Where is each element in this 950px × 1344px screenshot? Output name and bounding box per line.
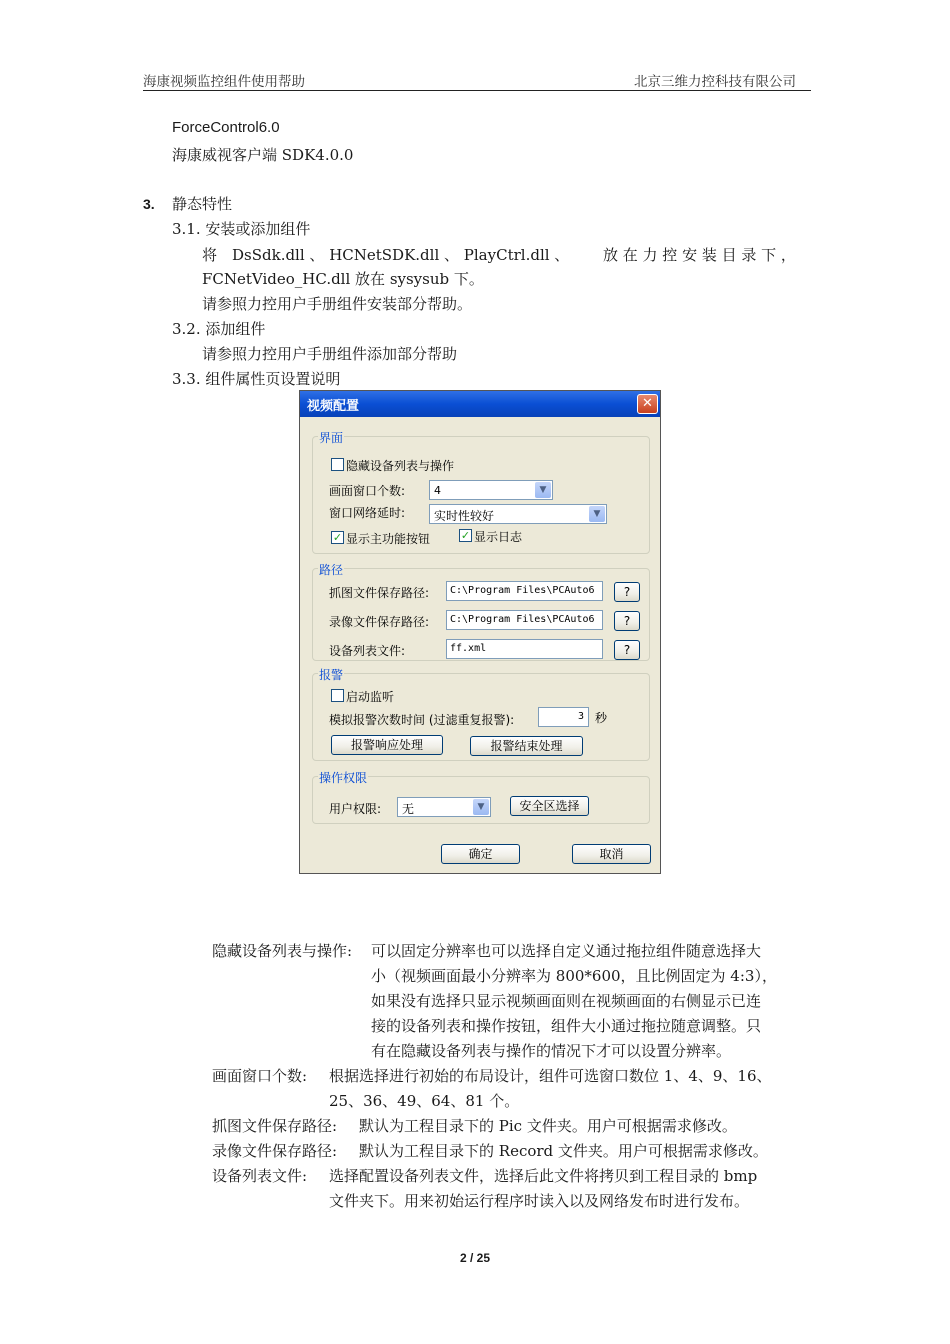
alarm-group-label: 报警 [319,668,344,682]
desc-dev-l2: 文件夹下。用来初始运行程序时读入以及网络发布时进行发布。 [329,1192,750,1210]
desc-hide-l1: 可以固定分辨率也可以选择自定义通过拖拉组件随意选择大 [371,942,762,960]
version-forcecontrol: ForceControl6.0 [172,119,280,136]
delay-value: 实时性较好 [434,509,495,523]
desc-hide-l4: 接的设备列表和操作按钮，组件大小通过拖拉随意调整。只 [371,1017,762,1035]
subsection-3-2-title: 3.2. 添加组件 [172,320,266,338]
alarm-response-button[interactable]: 报警响应处理 [331,735,443,755]
ok-button[interactable]: 确定 [441,844,520,864]
chevron-down-icon[interactable]: ▼ [589,506,605,522]
add-line1: 请参照力控用户手册组件添加部分帮助 [202,345,458,363]
subsection-3-3-title: 3.3. 组件属性页设置说明 [172,370,341,388]
cancel-button[interactable]: 取消 [572,844,651,864]
ui-group-label: 界面 [319,431,344,445]
show-log-label: 显示日志 [474,530,523,544]
security-zone-button[interactable]: 安全区选择 [510,796,589,816]
sim-alarm-input[interactable] [538,707,589,727]
install-line3: 请参照力控用户手册组件安装部分帮助。 [202,295,473,313]
close-icon[interactable]: ✕ [637,394,658,414]
section-number: 3. [143,196,155,212]
capture-path-label: 抓图文件保存路径: [329,586,430,600]
sim-alarm-label: 模拟报警次数时间 (过滤重复报警): [329,713,515,727]
sim-alarm-value: 3 [577,711,584,722]
record-browse-button[interactable]: ? [614,611,640,631]
dialog-title: 视频配置 [307,399,360,414]
chevron-down-icon[interactable]: ▼ [535,482,551,498]
start-monitor-checkbox[interactable] [331,689,344,702]
delay-label: 窗口网络延时: [329,506,406,520]
record-path-label: 录像文件保存路径: [329,615,430,629]
dialog-titlebar[interactable] [300,391,660,417]
install-line2: FCNetVideo_HC.dll 放在 sysysub 下。 [202,270,484,288]
desc-hide-l3: 如果没有选择只显示视频画面则在视频画面的右侧显示已连 [371,992,762,1010]
permission-group-label: 操作权限 [319,771,368,785]
show-buttons-label: 显示主功能按钮 [346,532,431,546]
install-line1-b: 放 在 力 控 安 装 目 录 下 ， [603,246,796,264]
capture-path-value: C:\Program Files\PCAuto6 [450,585,595,596]
user-permission-select[interactable] [397,797,491,817]
window-count-value: 4 [434,484,441,497]
chevron-down-icon[interactable]: ▼ [473,799,489,815]
capture-browse-button[interactable]: ? [614,582,640,602]
desc-hide-l5: 有在隐藏设备列表与操作的情况下才可以设置分辨率。 [371,1042,732,1060]
hide-list-checkbox[interactable] [331,458,344,471]
desc-hide-l2: 小（视频画面最小分辨率为 800*600，且比例固定为 4:3）， [371,967,777,985]
desc-rec-l1: 默认为工程目录下的 Record 文件夹。用户可根据需求修改。 [359,1142,768,1160]
doc-header-company: 北京三维力控科技有限公司 [634,74,796,90]
devlist-input[interactable] [446,639,603,659]
subsection-3-1-title: 3.1. 安装或添加组件 [172,220,311,238]
doc-header-title: 海康视频监控组件使用帮助 [143,74,305,90]
show-buttons-checkbox[interactable]: ✓ [332,531,343,544]
start-monitor-label: 启动监听 [346,690,395,704]
page-number: 2 / 25 [460,1251,491,1265]
window-count-select[interactable] [429,480,553,500]
capture-path-input[interactable] [446,581,603,601]
record-path-input[interactable] [446,610,603,630]
devlist-value: ff.xml [450,643,487,654]
desc-hide-term: 隐藏设备列表与操作: [212,942,353,960]
record-path-value: C:\Program Files\PCAuto6 [450,614,595,625]
desc-win-term: 画面窗口个数: [212,1067,308,1085]
show-log-checkbox[interactable]: ✓ [460,529,471,542]
desc-cap-term: 抓图文件保存路径: [212,1117,338,1135]
install-line1-a: 将 DsSdk.dll 、 HCNetSDK.dll 、 PlayCtrl.dll 、 [202,246,570,264]
hide-list-label: 隐藏设备列表与操作 [346,459,455,473]
desc-dev-term: 设备列表文件: [212,1167,308,1185]
version-sdk: 海康威视客户端 SDK4.0.0 [172,146,354,164]
header-rule [143,90,811,91]
user-permission-label: 用户权限: [329,802,382,816]
devlist-browse-button[interactable]: ? [614,640,640,660]
sim-alarm-unit: 秒 [595,711,608,725]
desc-win-l2: 25、36、49、64、81 个。 [329,1092,520,1110]
alarm-end-button[interactable]: 报警结束处理 [470,736,583,756]
devlist-label: 设备列表文件: [329,644,406,658]
window-count-label: 画面窗口个数: [329,484,406,498]
delay-select[interactable] [429,504,607,524]
desc-cap-l1: 默认为工程目录下的 Pic 文件夹。用户可根据需求修改。 [359,1117,737,1135]
path-group-label: 路径 [319,563,344,577]
desc-rec-term: 录像文件保存路径: [212,1142,338,1160]
desc-win-l1: 根据选择进行初始的布局设计，组件可选窗口数位 1、4、9、16、 [329,1067,772,1085]
user-permission-value: 无 [402,802,415,816]
video-config-dialog [299,390,661,874]
section-title: 静态特性 [172,195,233,213]
desc-dev-l1: 选择配置设备列表文件，选择后此文件将拷贝到工程目录的 bmp [329,1167,758,1185]
